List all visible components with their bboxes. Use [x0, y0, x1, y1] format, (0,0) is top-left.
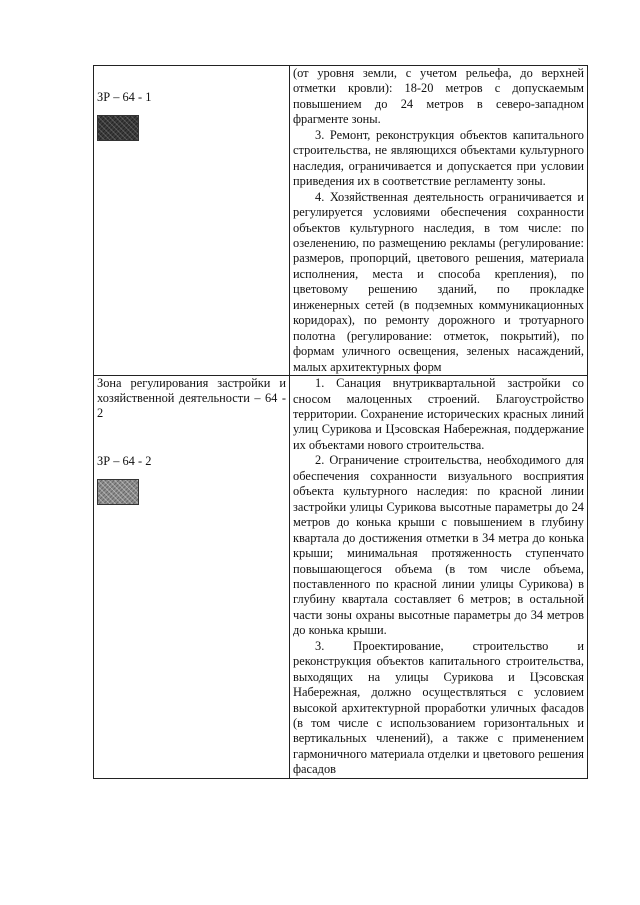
- regulation-paragraph: 3. Проектирование, строительство и реконструкция объектов капитального строительства, выходящих на улицы Сурикова и Цэсовская Набережная, должно осуществляться с условием высокой архитектурной проработки уличных фасадов (в том числе с использованием горизонтальных и вертикальных членений), а также с применением гармоничного материала отделки и цветового решения фасадов: [293, 638, 584, 777]
- zone-code: ЗР – 64 - 1: [97, 90, 152, 104]
- regulation-paragraph: 4. Хозяйственная деятельность ограничивается и регулируется условиями обеспечения сохранности объектов культурного наследия, в том числе: по озеленению, по размещению рекламы (регулирование: размеров, пропорций, цветового решения, материала исполнения, места и способа крепления), по цветовому решению зданий, по прокладке инженерных сетей (в подземных коммуникационных коридорах), по ремонту дорожного и тротуарного полотна (регулирование: отметок, покрытий), по формам уличного освещения, зеленых насаждений, малых архитектурных форм: [293, 189, 584, 374]
- table-row: [94, 376, 588, 779]
- regulation-paragraph: 2. Ограничение строительства, необходимого для обеспечения сохранности визуального восприятия объекта культурного наследия: по красной линии застройки улицы Сурикова высотные параметры до 24 метров до конька крыши с повышением в глубину квартала до достижения отметки в 34 метра до конька крыши; минимальная протяженность ступенчато повышающегося объема (в том числе объема, поставленного по красной линии улицы Сурикова) в глубину квартала составляет 6 метров; в остальной части зоны охраны высотные параметры до 34 метров до конька крыши.: [293, 453, 584, 638]
- zone-code: ЗР – 64 - 2: [97, 453, 152, 468]
- table-row: [94, 66, 588, 376]
- regulation-paragraph: 1. Санация внутриквартальной застройки со сносом малоценных строений. Благоустройство территории. Сохранение исторических красных линий улиц Сурикова и Цэсовская Набережная, поддержание их объектами нового строительства.: [293, 376, 584, 452]
- zone-legend-swatch: [97, 115, 139, 141]
- zone-cell: [94, 376, 290, 779]
- regulation-paragraph: 3. Ремонт, реконструкция объектов капитального строительства, не являющихся объектами культурного наследия, ограничивается и допускается при условии приведения их в соответствие регламенту зоны.: [293, 127, 584, 189]
- zoning-regulations-table: [93, 65, 588, 779]
- zone-legend-swatch: [97, 479, 139, 505]
- regulation-paragraph: (от уровня земли, с учетом рельефа, до верхней отметки кровли): 18-20 метров с допускаемым повышением до 24 метров в северо-западном фрагменте зоны.: [293, 66, 584, 127]
- regulations-cell: [290, 66, 588, 376]
- regulations-cell: [290, 376, 588, 779]
- zone-cell: [94, 66, 290, 376]
- zone-title: Зона регулирования застройки и хозяйственной деятельности – 64 - 2: [97, 376, 286, 421]
